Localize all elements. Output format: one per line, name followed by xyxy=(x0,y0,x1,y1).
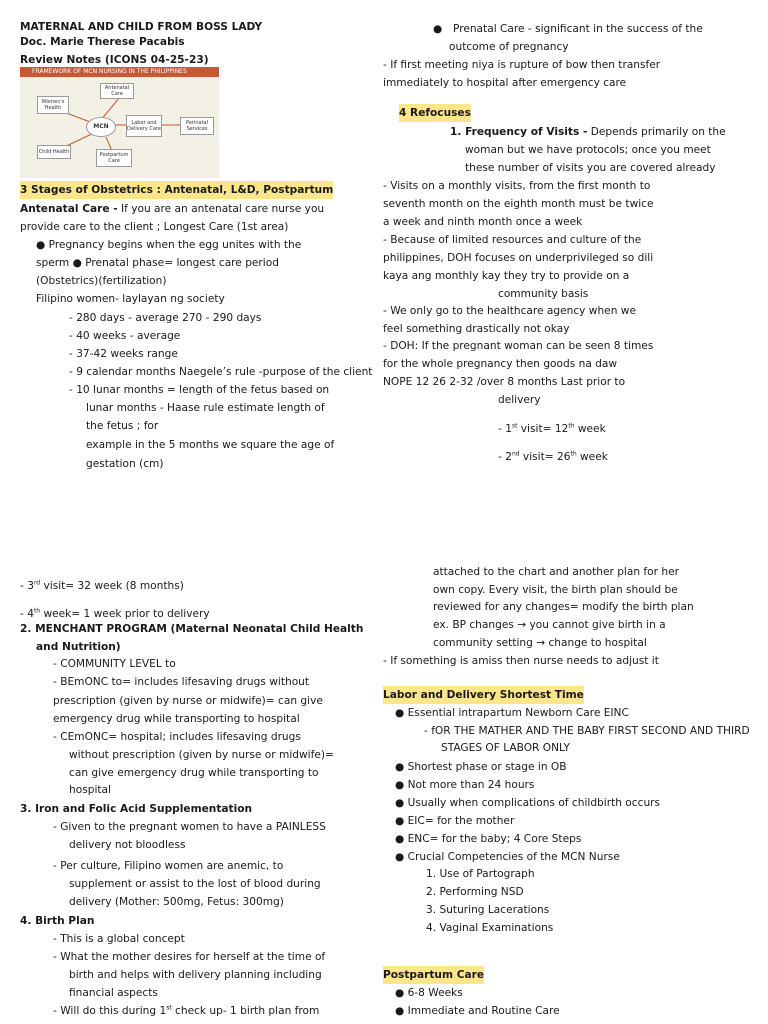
list-item: - 37-42 weeks range xyxy=(69,348,178,360)
list-item-continued: birth and helps with delivery planning including xyxy=(69,969,322,981)
diagram-node-womens-health: Women's Health xyxy=(37,96,69,114)
text-line: Filipino women- laylayan ng society xyxy=(36,293,225,305)
text-line: provide care to the client ; Longest Care (1st area) xyxy=(20,221,289,233)
list-item: ● EIC= for the mother xyxy=(395,815,515,827)
list-item: ● Crucial Competencies of the MCN Nurse xyxy=(395,851,620,863)
list-item: - What the mother desires for herself at the time of xyxy=(53,951,326,963)
visit-1-prefix: - 1 xyxy=(498,423,512,435)
list-item-continued: example in the 5 months we square the age of xyxy=(86,439,335,451)
text-line: NOPE 12 26 2-32 /over 8 months Last prior to xyxy=(383,376,626,388)
visit-1-middle: visit= 12 xyxy=(517,423,569,435)
list-item-continued: the fetus ; for xyxy=(86,420,159,432)
visit-2-line xyxy=(498,448,608,466)
diagram-node-labor-delivery: Labor and Delivery Care xyxy=(126,115,162,137)
text-line: sperm ● Prenatal phase= longest care period xyxy=(36,257,279,269)
list-item-continued: emergency drug while transporting to hospital xyxy=(53,713,300,725)
text-line: reviewed for any changes= modify the birth plan xyxy=(433,601,694,613)
visit-3-suffix: visit= 32 week (8 months) xyxy=(40,580,184,592)
list-item: - Given to the pregnant women to have a PAINLESS xyxy=(53,821,326,833)
list-item: - COMMUNITY LEVEL to xyxy=(53,658,176,670)
diagram-node-perinatal: Perinatal Services xyxy=(180,117,214,135)
text-line: - If something is amiss then nurse needs to adjust it xyxy=(383,655,659,667)
list-item-continued: hospital xyxy=(69,784,111,796)
diagram-node-child-health: Child Health xyxy=(37,145,71,159)
ordinal-suffix: st xyxy=(166,1004,172,1012)
menchant-heading-continued: and Nutrition) xyxy=(36,641,121,653)
numbered-item: 2. Performing NSD xyxy=(426,886,524,898)
list-item-continued: prescription (given by nurse or midwife)= can give xyxy=(53,695,323,707)
ordinal-suffix: nd xyxy=(511,450,520,458)
list-item xyxy=(53,1002,319,1020)
iron-folic-heading: 3. Iron and Folic Acid Supplementation xyxy=(20,803,253,815)
list-item: - CEmONC= hospital; includes lifesaving drugs xyxy=(53,731,301,743)
diagram-node-postpartum: Postpartum Care xyxy=(96,149,132,167)
prenatal-care-line: Prenatal Care - significant in the success of the xyxy=(453,23,703,35)
labor-delivery-heading: Labor and Delivery Shortest Time xyxy=(383,686,584,704)
antenatal-care-label: Antenatal Care - xyxy=(20,203,118,215)
text-line: seventh month on the eighth month must be twice xyxy=(383,198,654,210)
frequency-text: Depends primarily on the xyxy=(587,126,726,138)
text-line: woman but we have protocols; once you meet xyxy=(465,144,711,156)
text-line: own copy. Every visit, the birth plan should be xyxy=(433,584,678,596)
menchant-heading: 2. MENCHANT PROGRAM (Maternal Neonatal Child Health xyxy=(20,623,364,635)
refocuses-heading: 4 Refocuses xyxy=(399,104,471,122)
antenatal-care-line xyxy=(20,200,324,218)
list-item-continued: supplement or assist to the lost of blood during xyxy=(69,878,321,890)
list-item: ● Immediate and Routine Care xyxy=(395,1005,560,1017)
visit-1-suffix: week xyxy=(574,423,606,435)
ordinal-suffix: rd xyxy=(33,579,41,587)
list-item-continued: lunar months - Haase rule estimate length of xyxy=(86,402,325,414)
text-line: ex. BP changes → you cannot give birth in a xyxy=(433,619,666,631)
bullet: ● xyxy=(433,23,443,35)
numbered-item: 1. Use of Partograph xyxy=(426,868,535,880)
visit-3-prefix: - 3 xyxy=(20,580,34,592)
list-item-continued: gestation (cm) xyxy=(86,458,164,470)
text-line: - We only go to the healthcare agency when we xyxy=(383,305,636,317)
text-line: - Because of limited resources and culture of the xyxy=(383,234,642,246)
diagram-node-mcn: MCN xyxy=(86,117,116,137)
text-line: attached to the chart and another plan for her xyxy=(433,566,679,578)
visit-2-suffix: week xyxy=(576,451,608,463)
document-title: MATERNAL AND CHILD FROM BOSS LADY xyxy=(20,21,263,33)
numbered-item: 4. Vaginal Examinations xyxy=(426,922,554,934)
visit-4-prefix: - 4 xyxy=(20,608,34,620)
birth-plan-suffix: check up- 1 birth plan from xyxy=(171,1005,320,1017)
text-line: feel something drastically not okay xyxy=(383,323,570,335)
text-line: a week and ninth month once a week xyxy=(383,216,583,228)
list-item-continued: without prescription (given by nurse or midwife)= xyxy=(69,749,334,761)
numbered-item: 3. Suturing Lacerations xyxy=(426,904,550,916)
stages-heading: 3 Stages of Obstetrics : Antenatal, L&D, Postpartum xyxy=(20,181,333,199)
document-author: Doc. Marie Therese Pacabis xyxy=(20,36,185,48)
list-item-continued: can give emergency drug while transporting to xyxy=(69,767,319,779)
text-line: (Obstetrics)(fertilization) xyxy=(36,275,167,287)
diagram-node-antenatal: Antenatal Care xyxy=(100,83,134,99)
visit-4-suffix: week= 1 week prior to delivery xyxy=(40,608,210,620)
text-line: - DOH: If the pregnant woman can be seen 8 times xyxy=(383,340,654,352)
text-line: philippines, DOH focuses on underprivileged so dili xyxy=(383,252,654,264)
text-line: immediately to hospital after emergency care xyxy=(383,77,627,89)
mcn-framework-diagram xyxy=(20,67,219,178)
ordinal-suffix: th xyxy=(33,607,41,615)
list-item: ● Essential intrapartum Newborn Care EINC xyxy=(395,707,629,719)
visit-1-line xyxy=(498,420,606,438)
list-item-continued: delivery not bloodless xyxy=(69,839,186,851)
list-item-continued: STAGES OF LABOR ONLY xyxy=(441,742,570,754)
list-item: ● Not more than 24 hours xyxy=(395,779,535,791)
ordinal-suffix: th xyxy=(570,450,577,458)
visit-2-prefix: - 2 xyxy=(498,451,512,463)
list-item: ● ENC= for the baby; 4 Core Steps xyxy=(395,833,582,845)
text-line: for the whole pregnancy then goods na daw xyxy=(383,358,618,370)
text-line: kaya ang monthly kay they try to provide on a xyxy=(383,270,630,282)
list-item-continued: financial aspects xyxy=(69,987,158,999)
list-item: ● Shortest phase or stage in OB xyxy=(395,761,567,773)
list-item: ● 6-8 Weeks xyxy=(395,987,463,999)
list-item: - 10 lunar months = length of the fetus based on xyxy=(69,384,330,396)
birth-plan-heading: 4. Birth Plan xyxy=(20,915,95,927)
text-line: - If first meeting niya is rupture of bow then transfer xyxy=(383,59,661,71)
birth-plan-prefix: - Will do this during 1 xyxy=(53,1005,167,1017)
postpartum-heading: Postpartum Care xyxy=(383,966,484,984)
visit-3-line xyxy=(20,577,184,595)
list-item: ● Usually when complications of childbirth occurs xyxy=(395,797,661,809)
list-item: - Per culture, Filipino women are anemic, to xyxy=(53,860,284,872)
text-line: delivery xyxy=(498,394,541,406)
text-line: community setting → change to hospital xyxy=(433,637,647,649)
text-line: community basis xyxy=(498,288,589,300)
text-line: - Visits on a monthly visits, from the first month to xyxy=(383,180,651,192)
list-item: - fOR THE MATHER AND THE BABY FIRST SECOND AND THIRD xyxy=(424,725,750,737)
ordinal-suffix: st xyxy=(511,422,518,430)
text-line: ● Pregnancy begins when the egg unites with the xyxy=(36,239,302,251)
list-item: - BEmONC to= includes lifesaving drugs without xyxy=(53,676,310,688)
ordinal-suffix: th xyxy=(568,422,575,430)
frequency-label: 1. Frequency of Visits - xyxy=(450,126,588,138)
antenatal-care-text: If you are an antenatal care nurse you xyxy=(117,203,325,215)
list-item: - 9 calendar months Naegele’s rule -purpose of the client xyxy=(69,366,373,378)
list-item: - 40 weeks - average xyxy=(69,330,181,342)
list-item-continued: delivery (Mother: 500mg, Fetus: 300mg) xyxy=(69,896,284,908)
frequency-line xyxy=(450,123,726,141)
list-item: - This is a global concept xyxy=(53,933,185,945)
diagram-banner: FRAMEWORK OF MCN NURSING IN THE PHILIPPINES xyxy=(20,67,219,77)
review-notes-label: Review Notes (ICONS 04-25-23) xyxy=(20,54,209,66)
list-item: - 280 days - average 270 - 290 days xyxy=(69,312,262,324)
visit-2-middle: visit= 26 xyxy=(519,451,571,463)
text-line: these number of visits you are covered already xyxy=(465,162,716,174)
text-line: outcome of pregnancy xyxy=(449,41,569,53)
